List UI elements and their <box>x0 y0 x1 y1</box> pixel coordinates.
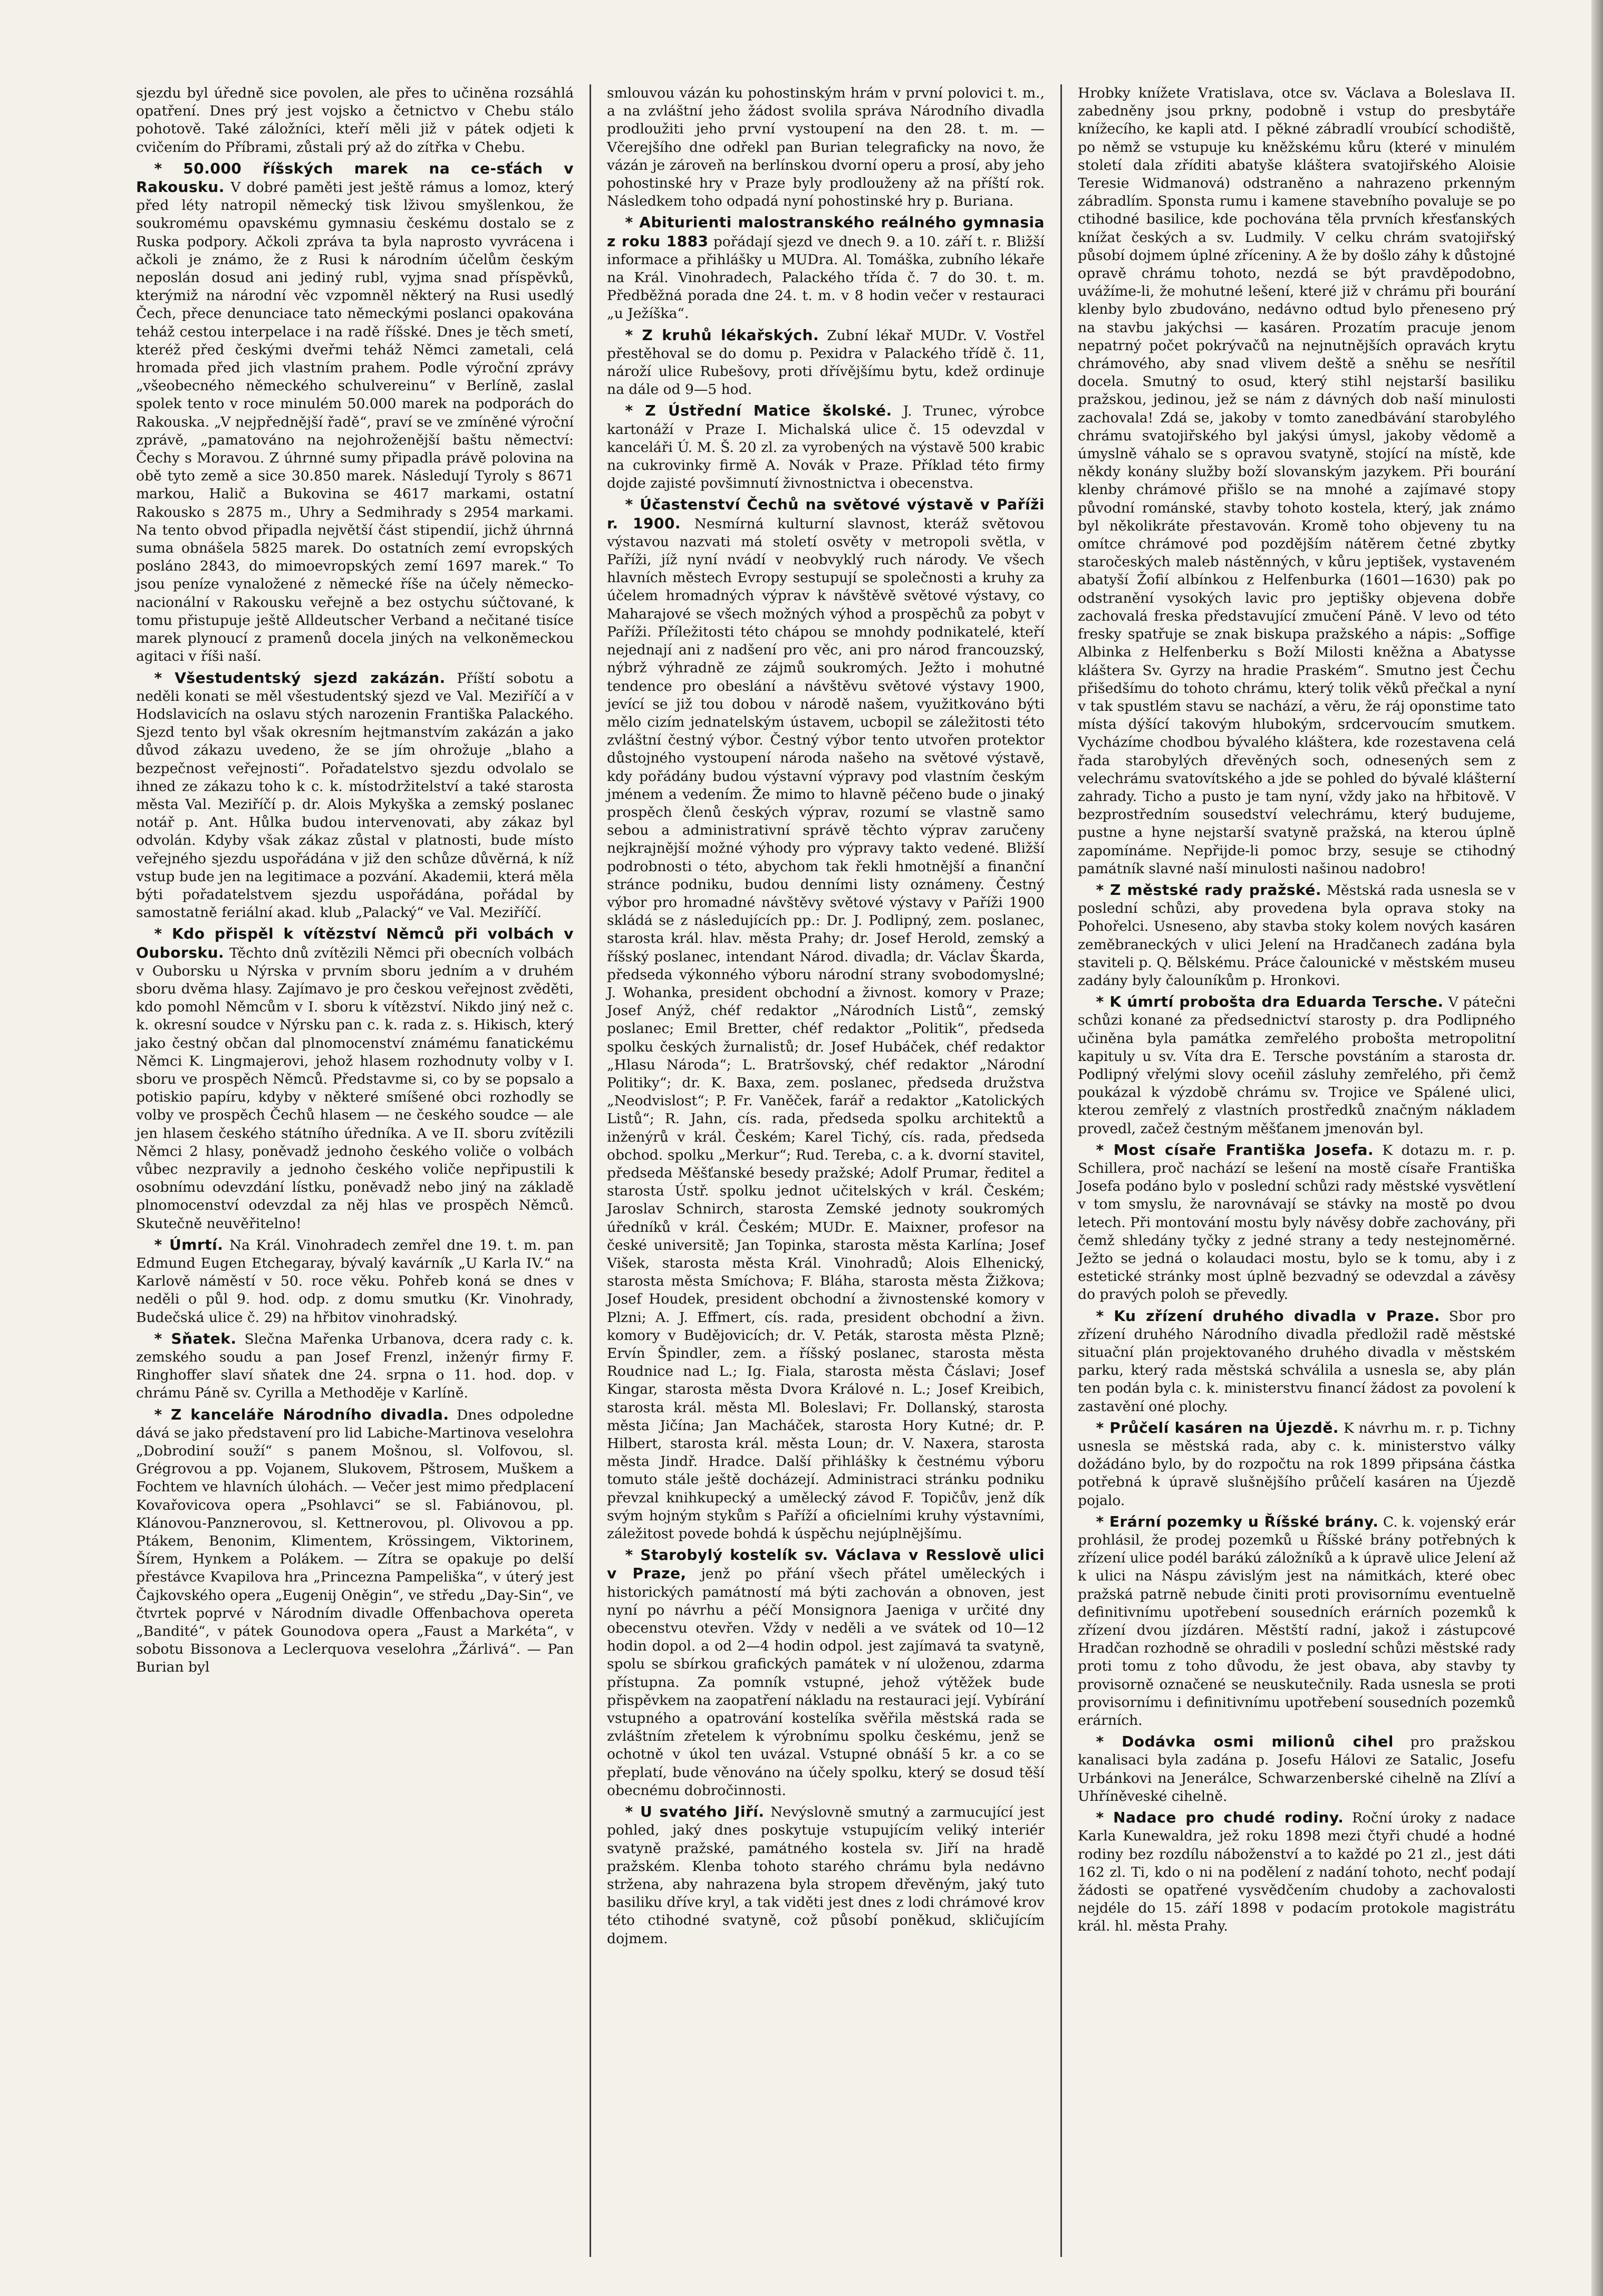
article-heading: * Abiturienti malostranského reálného gymnasia z roku 1883 <box>607 214 1045 250</box>
article-body: V dobré paměti jest ještě rámus a lomoz, který před léty natropil německý tisk lživou smyšlenkou, že soukromému opavskému gymnasiu českému dostalo se z Ruska podpory. Ačkoli zpráva ta byla naprosto vyvrácena i ačkoli je známo, že z Rusi k národním účelům českým neposlán dosud ani jediný rubl, vyjma snad příspěvků, kterýmiž na národní věc vzpomněl některý na Rusi usedlý Čech, přece denunciace tato německými poslanci opakována teháž cestou interpelace i na radě říšské. Dnes je těch smetí, kteréž před českými dveřmi teháž Němci zametali, celá hromada před jich vlastním prahem. Podle výroční zprávy „všeobecného německého schulvereinu“ v Berlíně, zaslal spolek tento v roce minulém 50.000 marek na podporách do Rakouska. „V nejpřednější řadě“, praví se ve zmíněné výroční zprávě, „pamatováno na nejohroženější baštu němectví: Čechy s Moravou. Z úhrnné sumy připadla právě polovina na obě tyto země a sice 30.850 marek. Následují Tyroly s 8671 markou, Halič a Bukovina se 4617 markami, ostatní Rakousko s 2875 m., Uhry a Sedmihrady s 2954 markami. Na tento obvod připadla největší část stipendií, jichž úhrnná suma obnášela 5825 marek. Do ostatních zemí evropských posláno 2843, do mimoevropských zemí 1697 marek.“ To jsou peníze vynaložené z německé říše na účely německo-nacionální v Rakousku veřejně a bez ostychu súčtované, k tomu přistupuje ještě Alldeutscher Verband a nečitané tisíce marek plynoucí z pramenů docela jiných na velkoněmeckou agitaci v říši naší. <box>136 179 574 665</box>
article <box>607 326 1045 399</box>
article-body: Dnes odpoledne dává se jako představení pro lid Labiche-Martinova veselohra „Dobrodiní souží“ s panem Mošnou, sl. Volfovou, sl. Grégrovou a pp. Vojanem, Slukovem, Pštrosem, Muškem a Fochtem ve hlavních úlohách. — Večer jest mimo předplacení Kovařovicova opera „Psohlavci“ se sl. Fabiánovou, pl. Klánovou-Panznerovou, sl. Kettnerovou, pl. Olivovou a pp. Ptákem, Benonim, Klimentem, Krössingem, Viktorinem, Šírem, Hynkem a Polákem. — Zítra se opakuje po delší přestávce Kvapilova hra „Princezna Pampeliška“, v úterý jest Čajkovského opera „Eugenij Oněgin“, ve středu „Day-Sin“, ve čtvrtek poprvé v Národním divadle Offenbachova opereta „Bandité“, v pátek Gounodova opera „Faust a Markéta“, v sobotu Bissonova a Leclerquova veselohra „Žárlivá“. — Pan Burian byl <box>136 1406 574 1676</box>
article-heading: * Všestudentský sjezd zakázán. <box>154 669 446 687</box>
article-body: Na Král. Vinohradech zemřel dne 19. t. m. pan Edmund Eugen Etchegaray, bývalý kavárník „U Karla IV.“ na Karlově náměstí v 50. roce věku. Pohřeb koná se dnes v neděli o půl 9. hod. odp. z domu smutku (Kr. Vinohrady, Budečská ulice č. 29) na hřbitov vinohradský. <box>136 1237 574 1326</box>
article <box>607 214 1045 323</box>
article-body: Sbor pro zřízení druhého Národního divadla předložil radě městské situační plán projektovaného druhého divadla v městském parku, který rada městská schválila a usnesla se, aby plán ten podán byla c. k. ministerstvu financí žádost za povolení k zastavění oné plochy. <box>1078 1308 1515 1415</box>
article-heading: * Z kruhů lékařských. <box>625 326 819 344</box>
article-body: Příští sobotu a neděli konati se měl všestudentský sjezd ve Val. Meziříčí a v Hodslavicích na oslavu stých narozenin Františka Palackého. Sjezd tento byl však okresním hejtmanstvím zakázán a jako důvod zákazu uvedeno, že se jím ohrožuje „blaho a bezpečnost veřejnosti“. Pořadatelstvo sjezdu odvolalo se ihned ze zákazu toho k c. k. místodržitelství a také starosta města Val. Meziříčí p. dr. Alois Mykyška a zemský poslanec notář p. Ant. Hůlka budou intervenovati, aby zákaz byl odvolán. Kdyby však zákaz zůstal v platnosti, bude místo veřejného sjezdu uspořádána v již den schůze důvěrná, k níž vstup bude jen na legitimace a pozvání. Akademii, která měla býti pořadatelstvem sjezdu uspořádána, pořádal by samostatně feriální akad. klub „Palacký“ ve Val. Meziříčí. <box>136 670 574 921</box>
article: sjezdu byl úředně sice povolen, ale přes to učiněna rozsáhlá opatření. Dnes prý jest vojsko a četnictvo v Chebu stálo pohotově. Také záložníci, kteří měli již v pátek odjeti k cvičením do Příbrami, zůstali prý až do zítřka v Chebu. <box>136 85 574 156</box>
article <box>1078 993 1515 1138</box>
article <box>1078 1733 1515 1806</box>
article <box>1078 1419 1515 1510</box>
article-body: V pátečni schůzi konané za předsednictví starosty p. dra Podlipného učiněna byla památka zemřelého probošta metropolitní kapituly u sv. Víta dra E. Tersche povstáním a starosta dr. Podlipný vřelými slovy oceňil zásluhy zemřelého, při čemž poukázal k výzdobě chrámu sv. Trojice ve Spálené ulici, kterou zemřelý z vlastních prostředků značným nákladem provedl, začež čestným měšťanem jmenován byl. <box>1078 994 1515 1137</box>
article <box>607 1803 1045 1948</box>
column-2 <box>593 84 1058 2257</box>
article-heading: * Dodávka osmi milionů cihel <box>1096 1733 1394 1751</box>
article: Hrobky knížete Vratislava, otce sv. Václava a Boleslava II. zabedněny jsou prkny, podobně i vstup do presbytáře knížecího, ke kapli atd. I pěkné zábradlí vroubící schodiště, po němž se vstupuje ku kněžskému kůru (které v minulém století dala zříditi abatyše kláštera svatojiřského Aloisie Teresie Widmanová) odstraněno a nahrazeno prkenným zábradlím. Sponsta rumu i kamene stavebního povaluje se po ctihodné basilice, kde pochována těla prvních křesťanských knížat českých a sv. Ludmily. V celku chrám svatojiřský působí dojmem úplné zříceniny. A že by došlo záhy k důstojné opravě chrámu tohoto, nezdá se být pravděpodobno, uvážíme-li, že mohutné lešení, které již v chrámu při bourání klenby bylo zbudováno, nedávno odtud bylo přeneseno prý na stavbu jakýchsi — kasáren. Prozatím pracuje jenom nepatrný počet pokrývačů na nejnutnějších opravách krytu chrámového, aby snad vlivem deště a sněhu se nesřítil docela. Smutný to osud, který stihl nejstarší basiliku pražskou, jedinou, jež se nám z dávných dob naší minulosti zachovala! Zdá se, jakoby v tomto zanedbávání starobylého chrámu svatojiřského byl jakýsi úmysl, jakoby vědomě a úmyslně váhalo se s opravou svatyně, stojící na místě, kde někdy konány služby boží slovanským jazykem. Při bourání klenby chrámové přišlo se na mnohé a zajímavé stopy původní románské, stavby tohoto kostela, který, jak známo byl několikráte přestavován. Kromě toho objeveny tu na omítce chrámové pod pozdějším nátěrem četné zbytky staročeských maleb nástěnných, v kůru jeptišek, vystaveném abatyší Žofií albínkou z Helfenburka (1601—1630) pak po odstranění vysokých lavic pro jeptišky objevena dobře zachovalá freska představující zmučení Páně. V levo od této fresky spatřuje se znak biskupa pražského a nápis: „Soffige Albinka z Helfenberku s Boží Milosti kněžna a Abatysse kláštera Sv. Gyrzy na hradie Praském“. Smutno jest Čechu přišedšímu do tohoto chrámu, který tolik věků přečkal a nyní v tak spustlém stavu se nachází, a věru, že ráj oponstime tato místa dýšící takovým hlubokým, srdcervoucím smutkem. Vycházíme chodbou bývalého kláštera, kde rozestavena celá řada starobylých dřevěných soch, odnesených sem z velechrámu svatovítského a jde se pohled do bývalé klášterní zahrady. Ticho a pusto je tam nyní, vždy jako na hřbitově. V bezprostředním sousedství velechrámu, který budujeme, pustne a hyne nejstarší svatyně pražská, na kterou úplně zapomínáme. Nepřijde-li pomoc brzy, sesuje se ctihodný památník slavné naší minulosti našinou nadobro! <box>1078 85 1515 877</box>
article-heading: * Sňatek. <box>154 1329 237 1347</box>
article-heading: * Kdo přispěl k vítězství Němců při volbách v Ouborsku. <box>136 925 574 961</box>
article-heading: * Most císaře Františka Josefa. <box>1096 1141 1374 1159</box>
article-heading: * U svatého Jiří. <box>625 1803 765 1821</box>
article-body: Zubní lékař MUDr. V. Vostřel přestěhoval se do domu p. Pexidra v Palackého třídě č. 11, nároží ulice Rubešovy, proti dřívějšímu bytu, kdež ordinuje na dále od 9—5 hod. <box>607 327 1045 398</box>
column-1 <box>122 84 587 2257</box>
article-body: jenž po přání všech přátel uměleckých i historických památností má býti zachován a obnoven, jest nyní po návrhu a péčí Monsignora Jaeniga v určité dny obecenstvu otevřen. Vždy v neděli a ve svátek od 10—12 hodin dopol. a od 2—4 hodin odpol. jest zajímavá ta svatyně, spolu se sbírkou graﬁckých památek v ní uloženou, zdarma přístupna. Za pomník vstupné, jehož výtěžek bude přispěvkem na zaopatření nákladu na restauraci její. Vybírání vstupného a opatrování kostelíka svěřila městská rada se zvláštním zřetelem k výrobnímu spolku českému, jenž se ochotně v úkol ten uvázal. Vstupné obnáší 5 kr. a co se přeplatí, bude věnováno na účely spolku, který se dosud těší obecnému dobročinnosti. <box>607 1566 1045 1799</box>
article <box>1078 881 1515 990</box>
article-heading: * Starobylý kostelík sv. Václava v Resslově ulici v Praze, <box>607 1546 1045 1583</box>
article-body: Městská rada usnesla se v poslední schůzi, aby provedena byla oprava stoky na Pohořelci. Usneseno, aby stavba stoky kolem nových kasáren zeměbraneckých v ulici Jelení na Hradčanech zadána byla staviteli p. Q. Bělskému. Práce čalounické v městském museu zadány byly čalouníkům p. Hronkovi. <box>1078 882 1515 989</box>
article <box>136 1236 574 1327</box>
article <box>1078 1513 1515 1730</box>
article-body: Nevýslovně smutný a zarmucující jest pohled, jaký dnes poskytuje vstupujícím veliký interiér svatyně pražské, památného kostela sv. Jiří na hradě pražském. Klenba tohoto starého chrámu byla nedávno stržena, aby nahrazena byla stropem dřevěným, jaký tuto basiliku dříve kryl, a tak viděti jest dnes z lodi chrámové krov této ctihodné svatyně, což působí poněkud, skličujícím dojmem. <box>607 1804 1045 1947</box>
article-body: K dotazu m. r. p. Schillera, proč nachází se lešení na mostě císaře Františka Josefa podáno bylo v poslední schůzi rady městské vysvětlení v tom smyslu, že narovnávají se stávky na mostě po dvou letech. Při montování mostu byly návěsy dobře zachovány, při čemž shledány tyčky z jedné strany a tedy nestejnoměrné. Ježto se jedná o kolaudaci mostu, bylo se k tomu, aby i z estetické stránky most úplně bezvadný se odevzdal a závěsy do pravých poloh se převedly. <box>1078 1142 1515 1303</box>
article-body: Nesmírná kulturní slavnost, kteráž světovou výstavou nazvati má století osvěty v metropoli světla, v Paříži, jíž nyní nvádí v neobvyklý ruch národy. Ve všech hlavních městech Evropy sestupují se společnosti a kruhy za účelem hromadných výprav k návštěvě světové výstavy, co Maharajové se všech možných výhod a prospěchů za pobyt v Paříži. Příležitosti této chápou se mnohdy podnikatelé, kteří nejednají ani z nadšení pro věc, ani pro národ francouzský, nýbrž výhradně ze zájmů soukromých. Ježto i mohutné tendence pro obeslání a návštěvu světové výstavy 1900, jevící se již tou dobou v národě našem, využitkováno býti mělo cizím jednatelským ústavem, ucbopil se záležitosti této zvláštní čestný výbor. Čestný výbor tento utvořen protektor důstojného vystoupení národa našeho na světové výstavě, kdy pořádány budou výstavní výpravy pod vlastním českým jménem a vedením. Že mimo to hlavně péčeno bude o jinaký prospěch členů českých výprav, rozumí se vlastně samo sebou a administrativní správě těchto výprav zaručeny nejkrajnější možné výhody pro výpravy takto vedené. Bližší podrobnosti o této, abychom tak řekli hmotnější a finanční stránce podniku, budou denními listy oznámeny. Čestný výbor pro hromadné návštěvy světové výstavy v Paříži 1900 skládá se z následujících pp.: Dr. J. Podlipný, zem. poslanec, starosta král. hlav. města Prahy; dr. Josef Herold, zemský a říšský poslanec, intendant Národ. divadla; dr. Václav Škarda, předseda výkonného výboru národní strany svobodomyslné; J. Wohanka, president obchodní a živnost. komory v Praze; Josef Anýž, chéf redaktor „Národních Listů“, zemský poslanec; Emil Bretter, chéf redaktor „Politik“, předseda spolku českých žurnalistů; dr. Josef Hubáček, chéf redaktor „Hlasu Národa“; L. Bratršovský, chéf redaktor „Národní Politiky“; dr. K. Baxa, zem. poslanec, předseda družstva „Neodvislost“; P. Fr. Vaněček, farář a redaktor „Katolických Listů“; R. Jahn, cís. rada, předseda spolku architektů a inženýrů v král. Českém; Karel Tichý, cís. rada, předseda obchod. spolku „Merkur“; Rud. Tereba, c. a k. dvorní stavitel, předseda Měšťanské besedy pražské; Adolf Prumar, ředitel a starosta Ústř. spolku jednot učitelských v král. Českém; Jaroslav Schnirch, starosta Zemské jednoty soukromých úředníků v král. Českém; MUDr. E. Maixner, profesor na české universitě; Jan Topinka, starosta města Karlína; Josef Višek, starosta města Král. Vinohradů; Alois Elhenický, starosta města Smíchova; F. Bláha, starosta města Žižkova; Josef Houdek, president obchodní a živnostenské komory v Plzni; A. J. Effmert, cís. rada, president obchodní a živn. komory v Budějovicích; dr. V. Peták, starosta města Plzně; Ervín Špindler, zem. a říšský poslanec, starosta města Roudnice nad L.; Ig. Fiala, starosta města Čáslavi; Josef Kingar, starosta města Dvora Králové n. L.; Josef Kreibich, starosta král. města Ml. Boleslavi; Fr. Dollanský, starosta města Jičína; Jan Macháček, starosta Hory Kutné; dr. P. Hilbert, starosta král. města Loun; dr. V. Naxera, starosta města Jindř. Hradce. Další přihlášky k čestnému výboru tomuto stále ještě docházejí. Administraci stránku podniku převzal knihkupecký a umělecký závod F. Topičův, jenž dík svým hojným stykům s Paříží a oficielními kruhy výstavními, záležitost povede bohdá k úspěchu nejúplnějšímu. <box>607 515 1045 1542</box>
article-heading: * Z kanceláře Národního divadla. <box>154 1405 449 1423</box>
article <box>136 1330 574 1403</box>
article-heading: * Účastenství Čechů na světové výstavě v Paříži r. 1900. <box>607 496 1045 532</box>
article: smlouvou vázán ku pohostinským hrám v první polovici t. m., a na zvláštní jeho žádost svolila správa Národního divadla prodloužiti jeho první vystoupení na den 28. t. m. — Včerejšího dne odřekl pan Burian telegraficky na novo, že vázán je zároveň na berlínskou dvorní operu a prosí, aby jeho pohostinské hry v Praze byly prodlouženy až na příští rok. Následkem toho odpadá nyní pohostinské hry p. Buriana. <box>607 85 1045 210</box>
column-3 <box>1064 84 1529 2257</box>
article <box>136 160 574 666</box>
article <box>136 925 574 1232</box>
article <box>1078 1307 1515 1416</box>
article-body: C. k. vojenský erár prohlásil, že prodej pozemků u Říšské brány potřebných k zřízení ulice podél barákú záložníků a k úpravě ulice Jelení až k ulici na Náspu závislým jest na námitkách, které obec pražská patrně nebude činiti proti provisornímu eventuelně definitivnímu upotřebení sousedních erárních pozemků k zřízení dvou jízdáren. Městští radní, jakož i zástupcové Hradčan rozhodně se ohradili v poslední schůzi městské rady proti tomu z toho důvodu, že jest obava, aby stavby ty provisorně označené se neuskutečnily. Rada usnesla se proti provisornímu i definitivnímu upotřebení sousedních pozemků erárních. <box>1078 1513 1515 1729</box>
text-columns <box>122 84 1594 2257</box>
column-divider <box>590 84 591 2257</box>
article-body: K návrhu m. r. p. Tichny usnesla se městská rada, aby c. k. ministerstvo války dožádáno bylo, by do rozpočtu na rok 1899 připsána částka potřebná k úpravě slušnějšího průčelí kasáren na Újezdě pojalo. <box>1078 1420 1515 1509</box>
article-body: Těchto dnů zvítězili Němci při obecních volbách v Ouborsku u Nýrska v prvním sboru jedním a v druhém sboru dvěma hlasy. Zajímavo je pro českou veřejnost zvěděti, kdo pomohl Němcům v I. sboru k vítězství. Nikdo jiný než c. k. okresní soudce v Nýrsku pan c. k. rada z. s. Hikisch, který jako čestný občan dal plnomocenství známému fanatickému Němci K. Lingmajerovi, jehož hlasem rozhodnuty volby v I. sboru ve prospěch Němců. Představme si, co by se popsalo a potiskio papíru, kdyby v některé smíšené obci rozhodly se volby ve prospěch Čechů hlasem — ne českého soudce — ale jen hlasem českého státního úředníka. A ve II. sboru zvítězili Němci 2 hlasy, poněvadž jednoho českého voliče o volbách vůbec nezpravily a jednoho českého voliče nepřipustili k osobnímu odevzdání lístku, poněvadž nebo jiný na základě plnomocenství odevzdal za něj hlas ve prospěch Němců. Skutečně neuvěřitelno! <box>136 944 574 1232</box>
article <box>607 402 1045 493</box>
article <box>607 1546 1045 1800</box>
article-heading: * Průčelí kasáren na Újezdě. <box>1096 1419 1339 1436</box>
article-heading: * K úmrtí probošta dra Eduarda Tersche. <box>1096 993 1444 1011</box>
article-body: Roční úroky z nadace Karla Kunewaldra, jež roku 1898 mezi čtyři chudé a hodné rodiny bez rozdílu náboženství a to každé po 21 zl., jest dáti 162 zl. Ti, kdo o ni na podělení z nadání tohoto, nechť podají žádosti se opatřené vysvědčením chudoby a zachovalosti nejdéle do 15. září 1898 v podacím protokole magistrátu král. hl. města Prahy. <box>1078 1810 1515 1935</box>
article-body: Slečna Mařenka Urbanova, dcera rady c. k. zemského soudu a pan Josef Frenzl, inženýr firmy F. Ringhoffer slaví sňatek dne 24. srpna o 11. hod. dop. v chrámu Páně sv. Cyrilla a Methoděje v Karlíně. <box>136 1330 574 1402</box>
article-heading: * 50.000 říšských marek na ce-sťách v Rakousku. <box>136 159 574 196</box>
article-body: pro pražskou kanalisaci byla zadána p. Josefu Hálovi ze Satalic, Josefu Urbánkovi na Jenerálce, Schwarzenberské cihelně na Zlíví a Uhříněveské cihelně. <box>1078 1734 1515 1805</box>
article-heading: * Ku zřízení druhého divadla v Praze. <box>1096 1307 1440 1325</box>
article-body: pořádají sjezd ve dnech 9. a 10. září t. r. Bližší informace a přihlášky u MUDra. Al. Tomáška, zubního lékaře na Král. Vinohradech, Palackého třída č. 7 do 30. t. m. Předběžná porada dne 24. t. m. v 8 hodin večer v restauraci „u Ježíška“. <box>607 233 1045 322</box>
article-heading: * Z městské rady pražské. <box>1096 881 1322 899</box>
article-heading: * Z Ústřední Matice školské. <box>625 402 892 420</box>
article-heading: * Erární pozemky u Říšské brány. <box>1096 1512 1379 1530</box>
article-body: J. Trunec, výrobce kartonáží v Praze I. Michalská ulice č. 15 odevzdal v kanceláři Ú. M. Š. 20 zl. za vyrobených na výstavě 500 krabic na cukrovinky firmě A. Novák v Praze. Příklad této firmy dojde zajisté povšimnutí živnostnictva i obecenstva. <box>607 403 1045 492</box>
article <box>1078 1141 1515 1304</box>
article-heading: * Nadace pro chudé rodiny. <box>1096 1809 1344 1827</box>
column-divider <box>1060 84 1062 2257</box>
article <box>1078 1809 1515 1935</box>
article <box>136 1406 574 1677</box>
article <box>607 496 1045 1543</box>
article <box>136 669 574 922</box>
article-heading: * Úmrtí. <box>154 1236 224 1253</box>
